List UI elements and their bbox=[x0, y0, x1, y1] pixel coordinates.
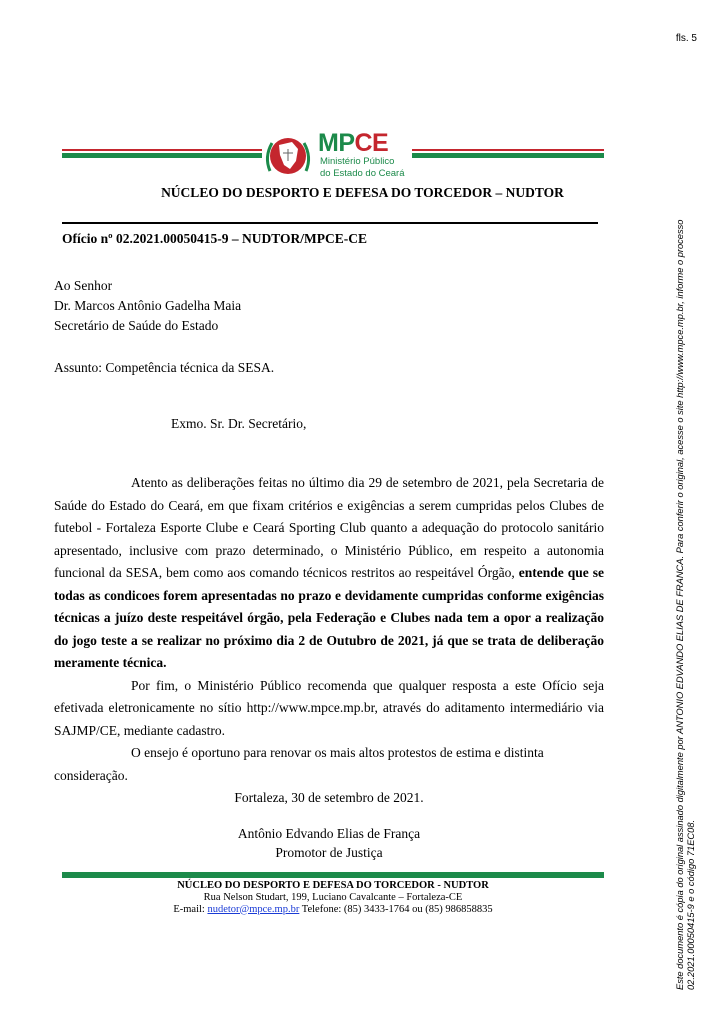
recipient-title: Secretário de Saúde do Estado bbox=[54, 318, 219, 333]
paragraph-1 bbox=[54, 472, 604, 675]
paragraph-2 bbox=[54, 675, 604, 743]
bold-segment: entende que se todas as condicoes forem bbox=[54, 565, 605, 603]
header-band-left bbox=[62, 149, 262, 158]
text-segment: Por fim, o Ministério Público recomenda que qualquer resposta a este Ofício seja efetivada bbox=[54, 677, 604, 715]
text-segment: como aos comando técnicos restritos ao respeitável Órgão, bbox=[193, 565, 515, 580]
bold-segment: apresentadas no prazo e devidamente cumpridas conforme exigências técnicas a juízo deste bbox=[54, 587, 604, 625]
email-link[interactable]: nudetor@mpce.mp.br bbox=[207, 903, 300, 915]
text-segment: - Fortaleza Esporte Clube e Ceará Sporting Club quanto a adequação do protocolo sanitário apresentado, bbox=[54, 520, 604, 558]
header-band-right bbox=[412, 149, 604, 158]
text-segment: inclusive com prazo determinado, o Ministério Público, em respeito a autonomia funcional da SESA, bem bbox=[54, 542, 605, 580]
logo-line2: do Estado do Ceará bbox=[320, 168, 405, 179]
text-segment: mediante cadastro. bbox=[123, 722, 225, 738]
logo-acronym: MPCE bbox=[318, 129, 389, 157]
mpce-logo bbox=[262, 131, 412, 183]
bold-segment: no próximo dia 2 de Outubro de 2021, já que se trata de deliberação meramente técnica. bbox=[54, 632, 605, 670]
signer-name: Antônio Edvando Elias de França bbox=[237, 825, 421, 841]
salutation: Exmo. Sr. Dr. Secretário, bbox=[171, 416, 307, 431]
footer-band bbox=[62, 872, 604, 878]
email-label: E-mail: bbox=[173, 903, 205, 915]
recipient-line: Ao Senhor bbox=[54, 278, 113, 293]
bold-segment: respeitável órgão, pela Federação e Clubes nada tem a opor a realização do jogo teste a se realizar bbox=[54, 610, 604, 648]
signer-title: Promotor de Justiça bbox=[275, 844, 383, 860]
header-rule bbox=[62, 222, 598, 224]
footer-title: NÚCLEO DO DESPORTO E DEFESA DO TORCEDOR - NUDTOR bbox=[177, 879, 489, 891]
footer-address: Rua Nelson Studart, 199, Luciano Cavalcante – Fortaleza-CE bbox=[203, 891, 463, 903]
text-segment: eletronicamente no sítio http://www.mpce.mp.br, através do aditamento intermediário via SAJMP/CE, bbox=[54, 700, 604, 738]
side-note-line: Este documento é cópia do original assinado digitalmente por ANTONIO EDVANDO ELIAS DE FRANCA. Para conferir o original, acesse o site http://www.mpce.mp.br, informe o processo bbox=[675, 219, 685, 990]
text-segment: Saúde do Estado do Ceará, em que fixam critérios e exigências a serem cumpridas pelos Clubes de futebol bbox=[54, 497, 604, 535]
letter-body bbox=[54, 276, 604, 916]
seal-icon bbox=[262, 131, 314, 183]
place-date: Fortaleza, 30 de setembro de 2021. bbox=[234, 790, 424, 805]
closing: O ensejo é oportuno para renovar os mais altos protestos de estima e distinta consideração. bbox=[54, 745, 544, 783]
side-verification-note bbox=[675, 220, 697, 990]
phone: Telefone: (85) 3433-1764 ou (85) 986858835 bbox=[301, 903, 493, 915]
subject: Assunto: Competência técnica da SESA. bbox=[54, 360, 275, 375]
header-title: NÚCLEO DO DESPORTO E DEFESA DO TORCEDOR – NUDTOR bbox=[161, 185, 564, 200]
oficio-number: Ofício nº 02.2021.00050415-9 – NUDTOR/MPCE-CE bbox=[62, 231, 367, 246]
side-note-line: 02.2021.00050415-9 e o código 71EC08. bbox=[686, 819, 696, 990]
footer-contact bbox=[62, 904, 604, 916]
page-number: fls. 5 bbox=[675, 33, 697, 44]
text-segment: Atento as deliberações feitas no último dia 29 de setembro de 2021, pela Secretaria de bbox=[131, 475, 604, 490]
logo-line1: Ministério Público bbox=[320, 156, 395, 167]
recipient-name: Dr. Marcos Antônio Gadelha Maia bbox=[54, 298, 242, 313]
